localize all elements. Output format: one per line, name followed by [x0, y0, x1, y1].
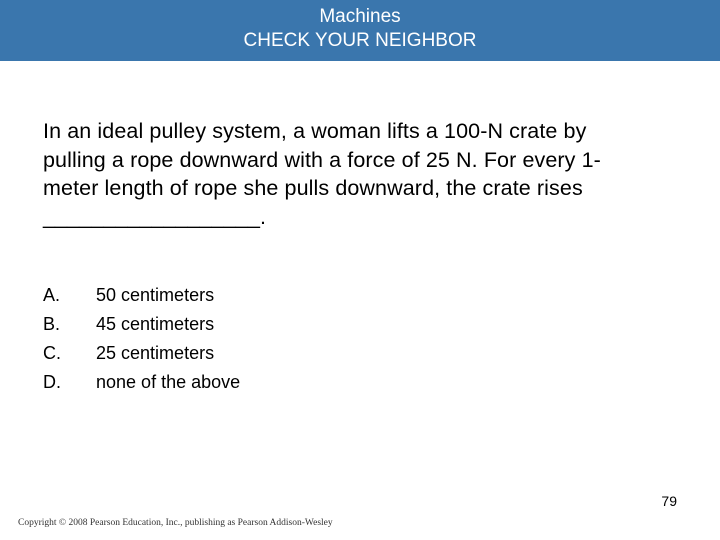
option-d — [43, 368, 240, 397]
question-blank-line: __________________. — [43, 204, 267, 229]
option-text: 50 centimeters — [96, 285, 215, 305]
option-letter: D. — [43, 372, 61, 392]
question-text — [43, 117, 683, 231]
option-text: 25 centimeters — [96, 343, 215, 363]
answer-options — [43, 281, 240, 397]
option-c — [43, 339, 240, 368]
option-letter: C. — [43, 343, 61, 363]
option-text: none of the above — [96, 372, 241, 392]
slide-title: Machines — [319, 6, 401, 27]
option-letter: B. — [43, 314, 61, 334]
question-line: In an ideal pulley system, a woman lifts a 100-N crate by — [43, 119, 587, 143]
copyright-notice: Copyright © 2008 Pearson Education, Inc., publishing as Pearson Addison-Wesley — [18, 518, 333, 528]
question-line: meter length of rope she pulls downward, the crate rises — [43, 176, 583, 200]
option-a — [43, 281, 240, 310]
question-line: pulling a rope downward with a force of 25 N. For every 1- — [43, 147, 601, 172]
option-letter: A. — [43, 285, 61, 305]
page-number: 79 — [661, 493, 677, 509]
slide-subtitle: CHECK YOUR NEIGHBOR — [243, 30, 477, 51]
option-text: 45 centimeters — [96, 314, 215, 334]
option-b — [43, 310, 240, 339]
slide-header — [0, 0, 720, 61]
